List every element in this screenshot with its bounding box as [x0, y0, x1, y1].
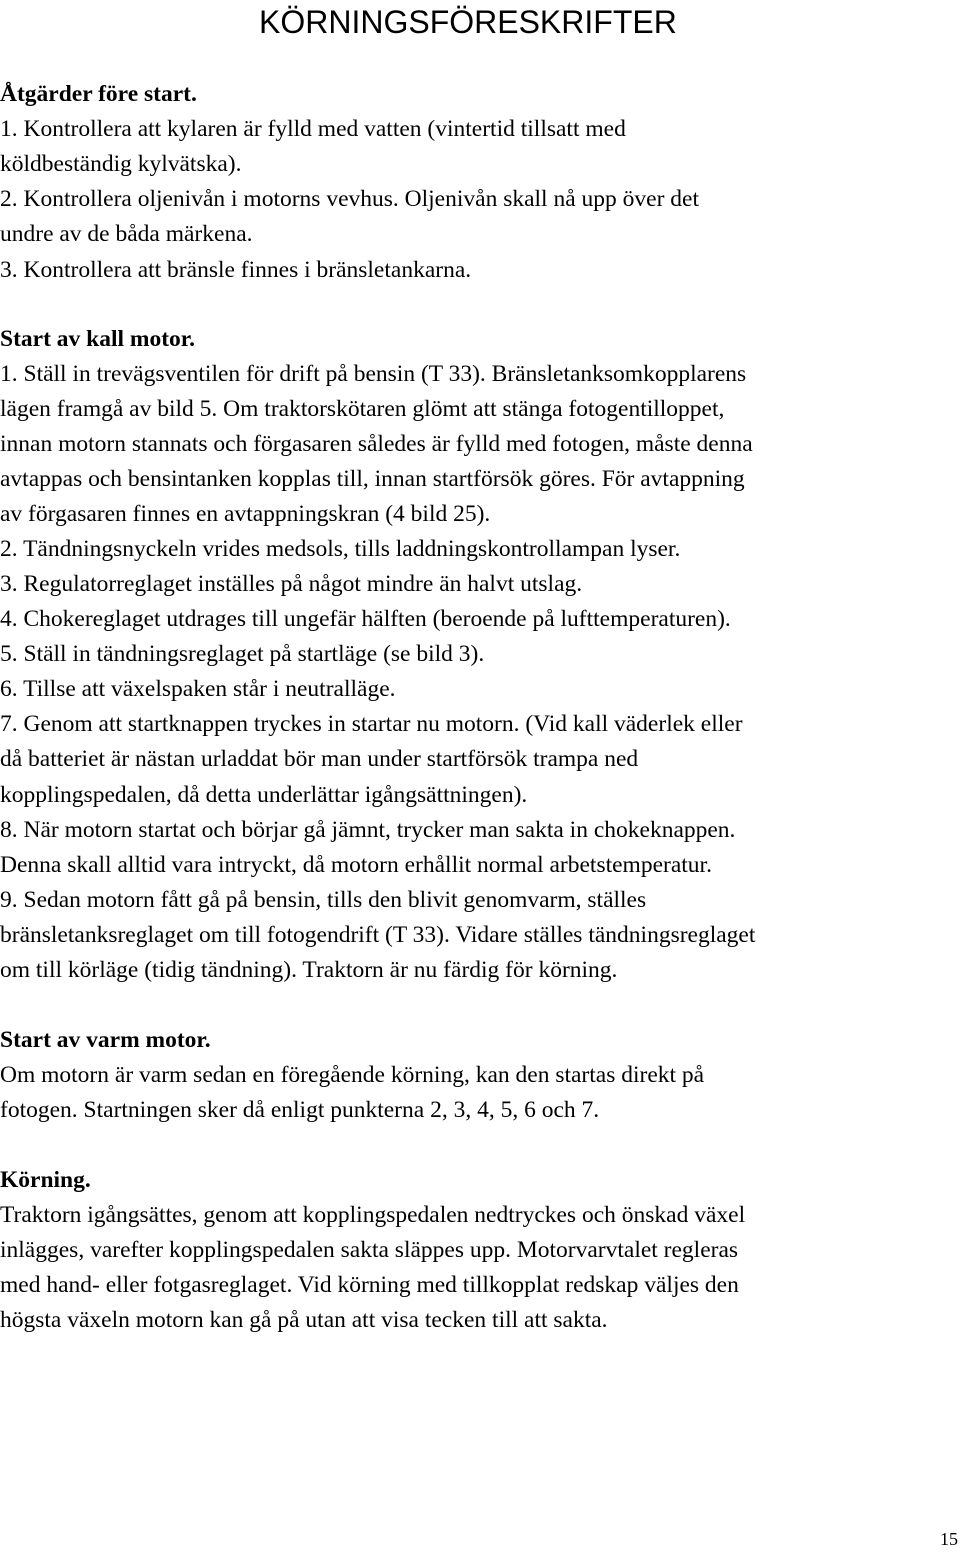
section-heading: Start av varm motor.: [0, 1027, 211, 1053]
body-line: fotogen. Startningen sker då enligt punkterna 2, 3, 4, 5, 6 och 7.: [0, 1097, 600, 1123]
body-line: 2. Tändningsnyckeln vrides medsols, tills laddningskontrollampan lyser.: [0, 536, 681, 562]
body-line: med hand- eller fotgasreglaget. Vid körning med tillkopplat redskap väljes den: [0, 1272, 739, 1298]
body-line: Denna skall alltid vara intryckt, då motorn erhållit normal arbetstemperatur.: [0, 852, 712, 878]
body-line: 3. Kontrollera att bränsle finnes i bränsletankarna.: [0, 257, 472, 283]
body-line: 6. Tillse att växelspaken står i neutralläge.: [0, 676, 396, 702]
body-line: Om motorn är varm sedan en föregående körning, kan den startas direkt på: [0, 1062, 705, 1088]
body-line: av förgasaren finnes en avtappningskran (4 bild 25).: [0, 501, 491, 527]
body-line: Traktorn igångsättes, genom att kopplingspedalen nedtryckes och önskad växel: [0, 1202, 746, 1228]
body-line: då batteriet är nästan urladdat bör man under startförsök trampa ned: [0, 746, 639, 772]
body-line: 5. Ställ in tändningsreglaget på startläge (se bild 3).: [0, 641, 485, 667]
body-line: 7. Genom att startknappen tryckes in startar nu motorn. (Vid kall väderlek eller: [0, 711, 743, 737]
page-number: 15: [940, 1529, 958, 1549]
body-line: innan motorn stannats och förgasaren således är fylld med fotogen, måste denna: [0, 431, 753, 457]
body-line: undre av de båda märkena.: [0, 221, 253, 247]
body-line: bränsletanksreglaget om till fotogendrift (T 33). Vidare ställes tändningsreglaget: [0, 922, 756, 948]
body-line: kopplingspedalen, då detta underlättar igångsättningen).: [0, 782, 528, 808]
section-heading: Start av kall motor.: [0, 326, 195, 352]
body-line: om till körläge (tidig tändning). Traktorn är nu färdig för körning.: [0, 957, 618, 983]
body-line: 2. Kontrollera oljenivån i motorns vevhus. Oljenivån skall nå upp över det: [0, 186, 699, 212]
section-heading: Körning.: [0, 1167, 91, 1193]
body-line: avtappas och bensintanken kopplas till, innan startförsök göres. För avtappning: [0, 466, 745, 492]
body-line: 3. Regulatorreglaget inställes på något mindre än halvt utslag.: [0, 571, 583, 597]
body-line: högsta växeln motorn kan gå på utan att visa tecken till att sakta.: [0, 1307, 608, 1333]
body-line: 1. Ställ in trevägsventilen för drift på bensin (T 33). Bränsletanksomkopplarens: [0, 361, 747, 387]
body-line: köldbeständig kylvätska).: [0, 151, 242, 177]
body-line: 4. Chokereglaget utdrages till ungefär hälften (beroende på lufttemperaturen).: [0, 606, 731, 632]
page-title: KÖRNINGSFÖRESKRIFTER: [259, 4, 677, 40]
body-line: 8. När motorn startat och börjar gå jämnt, trycker man sakta in chokeknappen.: [0, 817, 736, 843]
body-line: 1. Kontrollera att kylaren är fylld med vatten (vintertid tillsatt med: [0, 116, 626, 142]
section-heading: Åtgärder före start.: [0, 81, 197, 107]
body-line: inlägges, varefter kopplingspedalen sakta släppes upp. Motorvarvtalet regleras: [0, 1237, 739, 1263]
body-line: 9. Sedan motorn fått gå på bensin, tills den blivit genomvarm, ställes: [0, 887, 647, 913]
body-line: lägen framgå av bild 5. Om traktorskötaren glömt att stänga fotogentilloppet,: [0, 396, 725, 422]
